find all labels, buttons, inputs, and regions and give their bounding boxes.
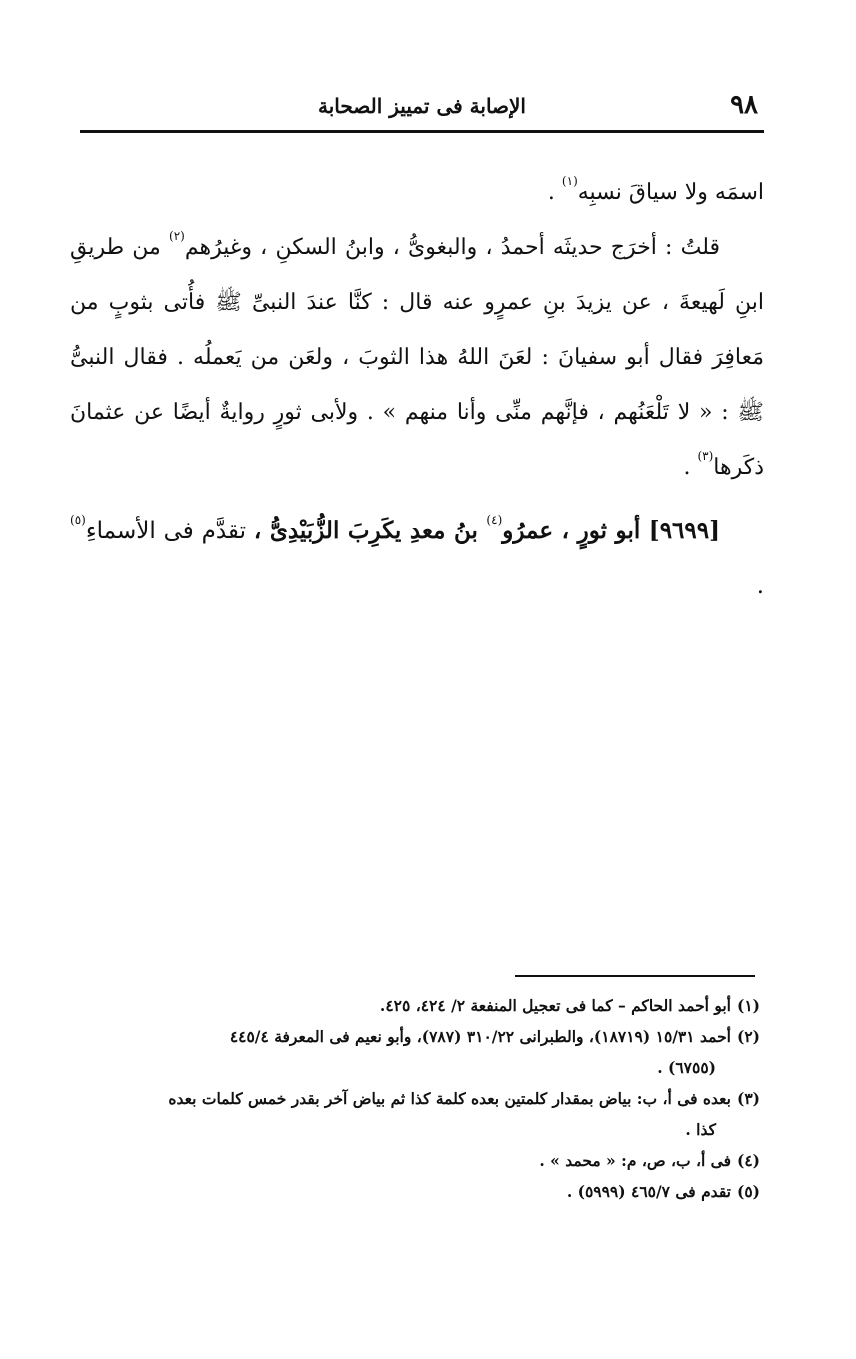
entry-end: . (756, 573, 764, 599)
footnote-3-text: بعده فى أ، ب: بياض بمقدار كلمتين بعده كلمة كذا ثم بياض آخر بقدر خمس كلمات بعده (168, 1089, 731, 1108)
footnote-ref-4: (٤) (486, 513, 503, 527)
footnote-3-continued: كذا . (685, 1120, 716, 1139)
biography-entry (70, 503, 764, 614)
paragraph-1-end: . (547, 180, 562, 205)
footnote-4-text: فى أ، ب، ص، م: « محمد » . (539, 1151, 731, 1170)
header-rule (80, 130, 764, 133)
paragraph-2 (70, 220, 764, 495)
footnote-ref-5: (٥) (70, 513, 86, 527)
footnote-1-number: (١) (736, 996, 760, 1015)
paragraph-1 (70, 165, 764, 220)
footnote-2-continued: (٦٧٥٥) . (657, 1058, 716, 1077)
entry-number: [٩٦٩٩] (648, 517, 720, 544)
footnote-rule (515, 975, 755, 977)
paragraph-2-text-b: من طريقِ ابنِ لَهيعةَ ، عن يزيدَ بنِ عمرٍو عنه قال : كنَّا عندَ النبىِّ ﷺ فأُتى بثوبٍ من مَعافِرَ فقال أبو سفيانَ : لعَنَ اللهُ هذا الثوبَ ، ولعَن من يَعملُه . فقال النبىُّ ﷺ : « لا تَلْعَنُهم ، فإنَّهم منِّى وأنا منهم » . ولأبى ثورٍ روايةٌ أيضًا عن عثمانَ ذكَرها (70, 235, 765, 480)
footnote-ref-1: (١) (561, 174, 578, 188)
footnote-1-text: أبو أحمد الحاكم – كما فى تعجيل المنفعة ٢/ ٤٢٤، ٤٢٥. (379, 996, 731, 1015)
page-header (80, 88, 764, 128)
footnote-2-text: أحمد ١٥/٣١ (١٨٧١٩)، والطبرانى ٣١٠/٢٢ (٧٨٧)، وأبو نعيم فى المعرفة ٤٤٥/٤ (229, 1027, 731, 1046)
footnote-2 (70, 1021, 760, 1052)
footnote-1 (70, 990, 760, 1021)
running-title: الإصابة فى تمييز الصحابة (318, 94, 526, 118)
page-number: ٩٨ (730, 90, 758, 120)
footnote-5-number: (٥) (736, 1182, 760, 1201)
entry-name-a: أبو ثورٍ ، عمرُو (502, 517, 649, 544)
paragraph-2-end: . (683, 455, 698, 480)
main-text (70, 165, 764, 614)
footnote-2-number: (٢) (736, 1027, 760, 1046)
footnote-3 (70, 1083, 760, 1114)
paragraph-2-text-a: قلتُ : أخرَج حديثَه أحمدُ ، والبغوىُّ ، وابنُ السكنِ ، وغيرُهم (184, 235, 720, 260)
entry-text: تقدَّم فى الأسماءِ (85, 518, 254, 544)
footnote-4 (70, 1145, 760, 1176)
paragraph-1-text: اسمَه ولا سياقَ نسبِه (577, 180, 764, 205)
entry-name-b: بنُ معدِ يكَرِبَ الزُّبَيْدِىُّ ، (253, 517, 487, 544)
footnote-ref-3: (٣) (697, 449, 714, 463)
footnote-ref-2: (٢) (169, 229, 185, 243)
footnote-3-number: (٣) (736, 1089, 760, 1108)
footnote-5 (70, 1176, 760, 1207)
footnote-5-text: تقدم فى ٤٦٥/٧ (٥٩٩٩) . (566, 1182, 731, 1201)
footnotes (70, 990, 760, 1207)
footnote-4-number: (٤) (736, 1151, 760, 1170)
